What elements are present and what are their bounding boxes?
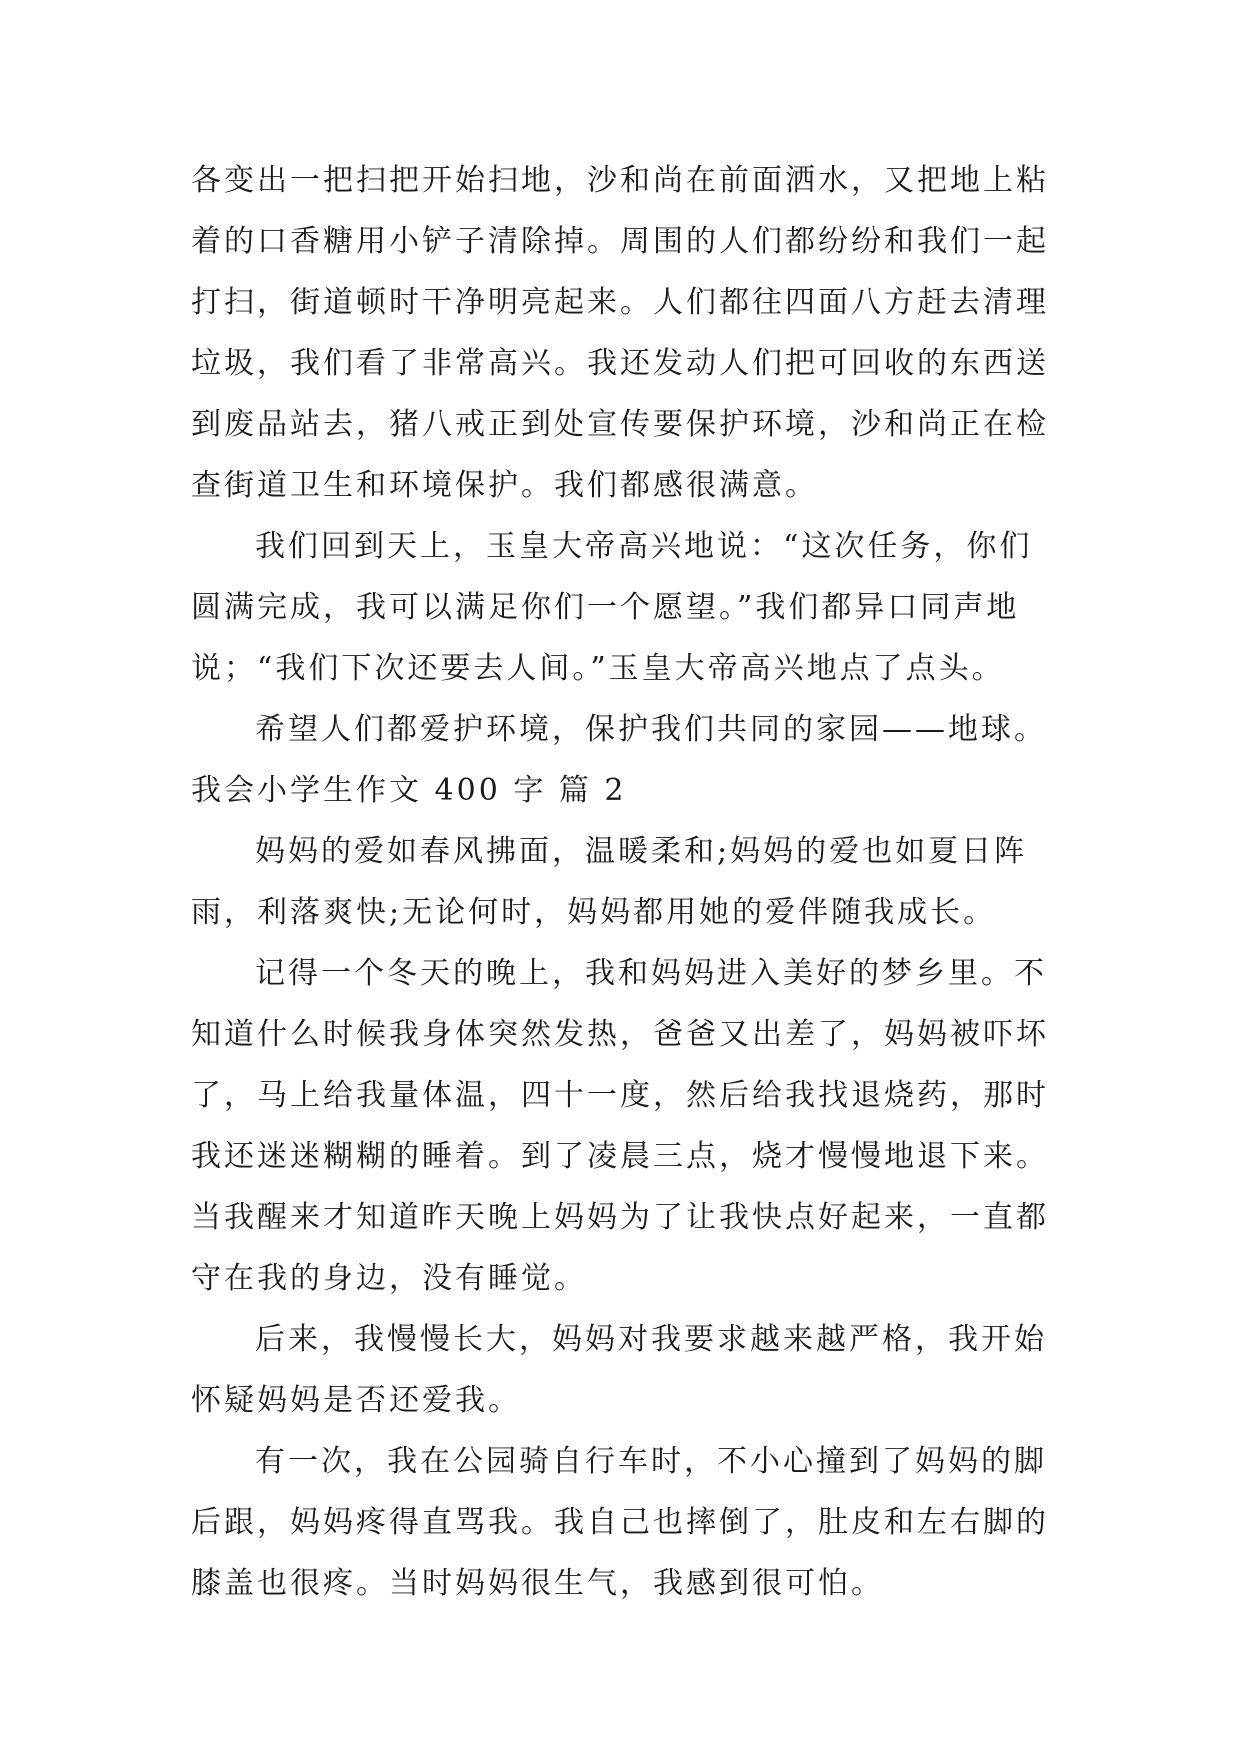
text-line: 守在我的身边，没有睡觉。 xyxy=(191,1261,587,1296)
text-line: 怀疑妈妈是否还爱我。 xyxy=(191,1383,521,1418)
text-line: 膝盖也很疼。当时妈妈很生气，我感到很可怕。 xyxy=(191,1566,884,1601)
text-line: 雨，利落爽快;无论何时，妈妈都用她的爱伴随我成长。 xyxy=(191,895,997,930)
paragraph-first-line: 我们回到天上，玉皇大帝高兴地说：“这次任务，你们 xyxy=(255,529,1033,564)
text-line: 打扫，街道顿时干净明亮起来。人们都往四面八方赶去清理 xyxy=(191,285,1049,320)
text-line: 各变出一把扫把开始扫地，沙和尚在前面洒水，又把地上粘 xyxy=(191,163,1049,198)
paragraph-first-line: 有一次，我在公园骑自行车时，不小心撞到了妈妈的脚 xyxy=(255,1444,1047,1479)
paragraph-first-line: 后来，我慢慢长大，妈妈对我要求越来越严格，我开始 xyxy=(255,1322,1047,1357)
text-line: 我还迷迷糊糊的睡着。到了凌晨三点，烧才慢慢地退下来。 xyxy=(191,1139,1049,1174)
section-heading: 我会小学生作文 400 字 篇 2 xyxy=(191,773,627,808)
text-line: 知道什么时候我身体突然发热，爸爸又出差了，妈妈被吓坏 xyxy=(191,1017,1049,1052)
text-line: 说；“我们下次还要去人间。”玉皇大帝高兴地点了点头。 xyxy=(191,651,1005,686)
text-line: 后跟，妈妈疼得直骂我。我自己也摔倒了，肚皮和左右脚的 xyxy=(191,1505,1049,1540)
text-line: 到废品站去，猪八戒正到处宣传要保护环境，沙和尚正在检 xyxy=(191,407,1049,442)
document-body xyxy=(191,150,1071,1614)
text-line: 了，马上给我量体温，四十一度，然后给我找退烧药，那时 xyxy=(191,1078,1049,1113)
text-line: 着的口香糖用小铲子清除掉。周围的人们都纷纷和我们一起 xyxy=(191,224,1049,259)
text-line: 圆满完成，我可以满足你们一个愿望。”我们都异口同声地 xyxy=(191,590,1020,625)
paragraph-first-line: 记得一个冬天的晚上，我和妈妈进入美好的梦乡里。不 xyxy=(255,956,1047,991)
text-line: 查街道卫生和环境保护。我们都感很满意。 xyxy=(191,468,818,503)
text-line: 当我醒来才知道昨天晚上妈妈为了让我快点好起来，一直都 xyxy=(191,1200,1049,1235)
paragraph-first-line: 希望人们都爱护环境，保护我们共同的家园——地球。 xyxy=(255,712,1047,747)
paragraph-first-line: 妈妈的爱如春风拂面，温暖柔和;妈妈的爱也如夏日阵 xyxy=(255,834,1028,869)
text-line: 垃圾，我们看了非常高兴。我还发动人们把可回收的东西送 xyxy=(191,346,1049,381)
